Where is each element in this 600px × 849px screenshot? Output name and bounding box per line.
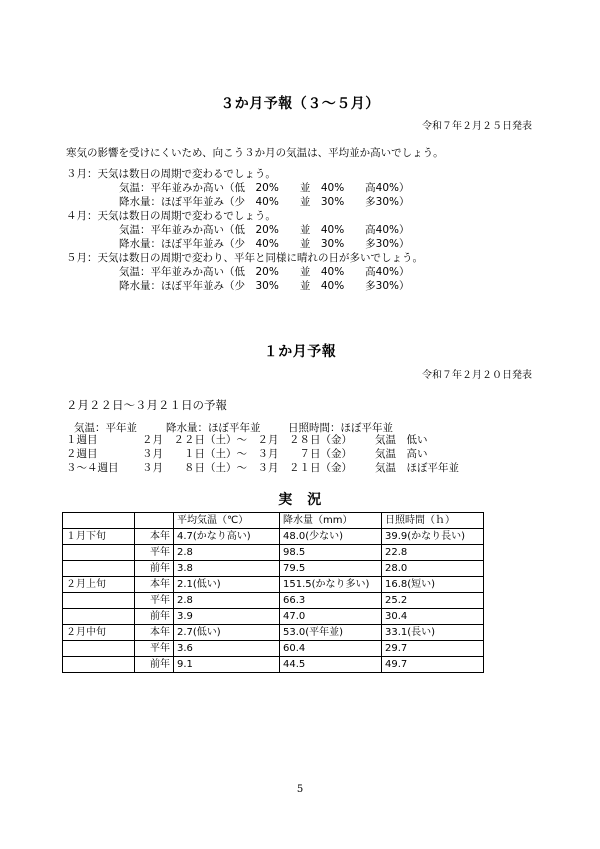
period-cell (63, 657, 135, 673)
period-cell (63, 609, 135, 625)
temp-cell: 3.8 (174, 561, 280, 577)
week-label: ３～４週目 (66, 462, 119, 474)
month-4-precip-label: 降水量：ほぼ平年並み (119, 238, 224, 250)
month-3-temp-prob: （低 20% 並 40% 高40%） (224, 182, 410, 194)
week-forecast: 気温 高い (375, 448, 428, 460)
month-3-precip-label: 降水量：ほぼ平年並み (119, 196, 224, 208)
sun-cell: 16.8(短い) (382, 577, 484, 593)
week-row (66, 447, 459, 461)
week-row (66, 433, 459, 447)
precip-cell: 79.5 (280, 561, 382, 577)
temp-cell: 2.8 (174, 593, 280, 609)
overview-temp: 気温：平年並 (74, 422, 137, 434)
week-range: ３月 ８日（土）～ ３月 ２１日（金） (142, 462, 352, 474)
temp-cell: 3.9 (174, 609, 280, 625)
month-5-temp (66, 265, 423, 279)
period-cell: ２月中旬 (63, 625, 135, 641)
header-cell: 降水量（mm） (280, 513, 382, 529)
week-row (66, 461, 459, 475)
month-3-precip-prob: （少 40% 並 30% 多30%） (224, 196, 410, 208)
overview-precip: 降水量：ほぼ平年並 (166, 422, 261, 434)
sun-cell: 49.7 (382, 657, 484, 673)
weekly-forecast-list (66, 433, 459, 475)
precip-cell: 151.5(かなり多い) (280, 577, 382, 593)
header-cell (63, 513, 135, 529)
year-cell: 平年 (135, 641, 174, 657)
header-cell: 日照時間（ｈ） (382, 513, 484, 529)
month-4-precip (66, 237, 423, 251)
three-month-title: ３か月予報（３～５月） (220, 96, 380, 112)
month-5-precip-label: 降水量：ほぼ平年並み (119, 280, 224, 292)
table-row (63, 593, 484, 609)
observations-title: 実 況 (278, 492, 322, 508)
year-cell: 前年 (135, 657, 174, 673)
month-5-temp-prob: （低 20% 並 40% 高40%） (224, 266, 410, 278)
sun-cell: 33.1(長い) (382, 625, 484, 641)
table-row (63, 609, 484, 625)
year-cell: 平年 (135, 545, 174, 561)
temp-cell: 2.7(低い) (174, 625, 280, 641)
year-cell: 本年 (135, 577, 174, 593)
month-3-label: ３月：天気は数日の周期で変わるでしょう。 (66, 168, 276, 180)
sun-cell: 25.2 (382, 593, 484, 609)
month-4-temp (66, 223, 423, 237)
table-row (63, 657, 484, 673)
precip-cell: 47.0 (280, 609, 382, 625)
month-4-temp-prob: （低 20% 並 40% 高40%） (224, 224, 410, 236)
header-cell: 平均気温（℃） (174, 513, 280, 529)
three-month-summary: 寒気の影響を受けにくいため、向こう３か月の気温は、平均並か高いでしょう。 (66, 147, 444, 159)
one-month-period: ２月２２日～３月２１日の予報 (66, 398, 227, 412)
month-5-label: ５月：天気は数日の周期で変わり、平年と同様に晴れの日が多いでしょう。 (66, 252, 423, 264)
period-cell (63, 593, 135, 609)
precip-cell: 66.3 (280, 593, 382, 609)
sun-cell: 28.0 (382, 561, 484, 577)
one-month-issued-date: 令和７年２月２０日発表 (422, 370, 532, 381)
table-row (63, 545, 484, 561)
header-cell (135, 513, 174, 529)
three-month-details (66, 167, 423, 293)
month-5-precip-prob: （少 30% 並 40% 多30%） (224, 280, 410, 292)
period-cell (63, 545, 135, 561)
month-5-precip (66, 279, 423, 293)
year-cell: 前年 (135, 561, 174, 577)
table-row (63, 641, 484, 657)
month-3-temp (66, 181, 423, 195)
month-5-temp-label: 気温：平年並みか高い (119, 266, 224, 278)
precip-cell: 48.0(少ない) (280, 529, 382, 545)
week-range: ２月 ２２日（土）～ ２月 ２８日（金） (142, 434, 352, 446)
period-cell (63, 641, 135, 657)
temp-cell: 2.8 (174, 545, 280, 561)
precip-cell: 44.5 (280, 657, 382, 673)
period-cell: ２月上旬 (63, 577, 135, 593)
observations-table (62, 512, 484, 673)
year-cell: 前年 (135, 609, 174, 625)
month-3-precip (66, 195, 423, 209)
precip-cell: 98.5 (280, 545, 382, 561)
three-month-issued-date: 令和７年２月２５日発表 (422, 121, 532, 132)
table-row (63, 529, 484, 545)
year-cell: 本年 (135, 529, 174, 545)
year-cell: 本年 (135, 625, 174, 641)
week-forecast: 気温 低い (375, 434, 428, 446)
precip-cell: 60.4 (280, 641, 382, 657)
sun-cell: 29.7 (382, 641, 484, 657)
week-label: １週目 (66, 434, 98, 446)
period-cell: １月下旬 (63, 529, 135, 545)
page-number: 5 (296, 784, 304, 795)
sun-cell: 30.4 (382, 609, 484, 625)
month-3-temp-label: 気温：平年並みか高い (119, 182, 224, 194)
month-4-label: ４月：天気は数日の周期で変わるでしょう。 (66, 210, 276, 222)
table-header-row (63, 513, 484, 529)
month-4-precip-prob: （少 40% 並 30% 多30%） (224, 238, 410, 250)
table-row (63, 625, 484, 641)
month-4-temp-label: 気温：平年並みか高い (119, 224, 224, 236)
temp-cell: 4.7(かなり高い) (174, 529, 280, 545)
temp-cell: 3.6 (174, 641, 280, 657)
table-row (63, 561, 484, 577)
week-label: ２週目 (66, 448, 98, 460)
year-cell: 平年 (135, 593, 174, 609)
one-month-title: １か月予報 (263, 344, 337, 360)
precip-cell: 53.0(平年並) (280, 625, 382, 641)
sun-cell: 22.8 (382, 545, 484, 561)
overview-sun: 日照時間：ほぼ平年並 (288, 422, 393, 434)
week-forecast: 気温 ほぼ平年並 (375, 462, 459, 474)
week-range: ３月 １日（土）～ ３月 ７日（金） (142, 448, 352, 460)
period-cell (63, 561, 135, 577)
table-row (63, 577, 484, 593)
temp-cell: 9.1 (174, 657, 280, 673)
sun-cell: 39.9(かなり長い) (382, 529, 484, 545)
temp-cell: 2.1(低い) (174, 577, 280, 593)
